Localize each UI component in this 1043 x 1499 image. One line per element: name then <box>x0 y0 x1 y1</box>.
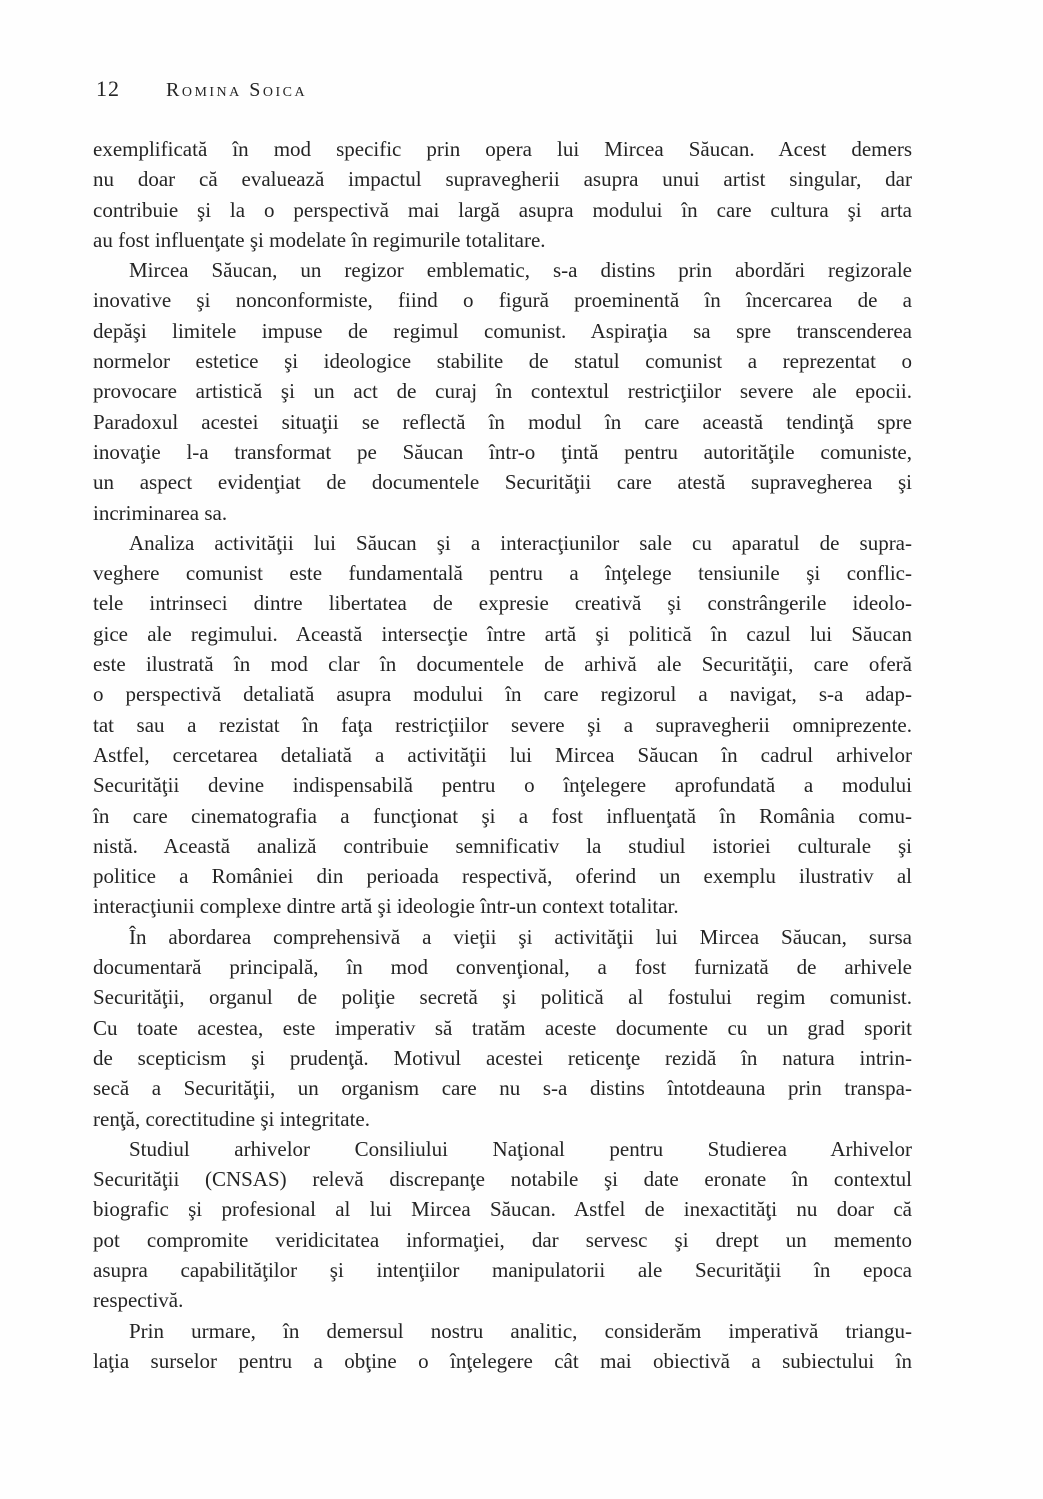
text-line: tat sau a rezistat în faţa restricţiilor severe şi a supravegherii omniprezente. <box>93 712 912 737</box>
text-line: au fost influenţate şi modelate în regimurile totalitare. <box>93 227 546 252</box>
text-line: incriminarea sa. <box>93 500 228 525</box>
text-line: Securităţii (CNSAS) relevă discrepanţe notabile şi date eronate în contextul <box>93 1167 912 1192</box>
text-line: interacţiunii complexe dintre artă şi ideologie într-un context totalitar. <box>93 894 679 919</box>
text-line: Securităţii, organul de poliţie secretă şi politică al fostului regim comunist. <box>93 985 912 1010</box>
text-line: normelor estetice şi ideologice stabilite de statul comunist a reprezentat o <box>93 349 912 374</box>
running-header-author: Romina Soica <box>166 79 308 101</box>
text-line: de scepticism şi prudenţă. Motivul acestei reticenţe rezidă în natura intrin- <box>93 1045 912 1070</box>
text-line: provocare artistică şi un act de curaj în contextul restricţiilor severe ale epocii. <box>93 379 912 404</box>
text-line: biografic şi profesional al lui Mircea Săucan. Astfel de inexactităţi nu doar că <box>93 1197 912 1222</box>
running-header <box>96 76 307 102</box>
text-line: exemplificată în mod specific prin opera lui Mircea Săucan. Acest demers <box>93 137 912 161</box>
text-line: renţă, corectitudine şi integritate. <box>93 1106 370 1131</box>
page-number: 12 <box>96 76 120 101</box>
text-line: În abordarea comprehensivă a vieţii şi activităţii lui Mircea Săucan, sursa <box>129 924 912 949</box>
text-line: inovative şi nonconformiste, fiind o figură proeminentă în încercarea de a <box>93 288 912 313</box>
text-line: Studiul arhivelor Consiliului Naţional pentru Studierea Arhivelor <box>129 1136 912 1161</box>
text-line: documentară principală, în mod convenţional, a fost furnizată de arhivele <box>93 955 912 980</box>
text-line: inovaţie l-a transformat pe Săucan într-o ţintă pentru autorităţile comuniste, <box>93 439 912 464</box>
text-line: în care cinematografia a funcţionat şi a fost influenţată în România comu- <box>93 803 912 828</box>
text-line: Cu toate acestea, este imperativ să tratăm aceste documente cu un grad sporit <box>93 1015 912 1040</box>
text-line: Analiza activităţii lui Săucan şi a interacţiunilor sale cu aparatul de supra- <box>129 530 912 555</box>
text-line: Prin urmare, în demersul nostru analitic, considerăm imperativă triangu- <box>129 1318 912 1343</box>
text-line: Paradoxul acestei situaţii se reflectă în modul în care această tendinţă spre <box>93 409 912 434</box>
text-line: laţia surselor pentru a obţine o înţelegere cât mai obiectivă a subiectului în <box>93 1348 912 1373</box>
text-line: nu doar că evaluează impactul supravegherii asupra unui artist singular, dar <box>93 167 912 192</box>
text-line: pot compromite veridicitatea informaţiei, dar servesc şi drept un memento <box>93 1227 912 1252</box>
text-line: tele intrinseci dintre libertatea de expresie creativă şi constrângerile ideolo- <box>93 591 912 616</box>
text-line: contribuie şi la o perspectivă mai largă asupra modului în care cultura şi arta <box>93 197 912 222</box>
text-line: o perspectivă detaliată asupra modului în care regizorul a navigat, s-a adap- <box>93 682 912 707</box>
text-line: Mircea Săucan, un regizor emblematic, s-a distins prin abordări regizorale <box>129 258 912 283</box>
text-line: gice ale regimului. Această intersecţie între artă şi politică în cazul lui Săucan <box>93 621 912 646</box>
text-line: Securităţii devine indispensabilă pentru o înţelegere aprofundată a modului <box>93 773 912 798</box>
text-line: este ilustrată în mod clar în documentele de arhivă ale Securităţii, care oferă <box>93 652 912 677</box>
text-line: politice a României din perioada respectivă, oferind un exemplu ilustrativ al <box>93 864 912 889</box>
text-line: veghere comunist este fundamentală pentru a înţelege tensiunile şi conflic- <box>93 561 912 586</box>
text-line: Astfel, cercetarea detaliată a activităţii lui Mircea Săucan în cadrul arhivelor <box>93 742 912 767</box>
text-line: asupra capabilităţilor şi intenţiilor manipulatorii ale Securităţii în epoca <box>93 1257 912 1282</box>
text-line: un aspect evidenţiat de documentele Securităţii care atestă supravegherea şi <box>93 470 912 495</box>
text-line: respectivă. <box>93 1288 184 1313</box>
text-line: depăşi limitele impuse de regimul comunist. Aspiraţia sa spre transcenderea <box>93 318 912 343</box>
text-line: secă a Securităţii, un organism care nu s-a distins întotdeauna prin transpa- <box>93 1076 912 1101</box>
text-block <box>93 134 912 1376</box>
text-line: nistă. Această analiză contribuie semnificativ la studiul istoriei culturale şi <box>93 833 912 858</box>
